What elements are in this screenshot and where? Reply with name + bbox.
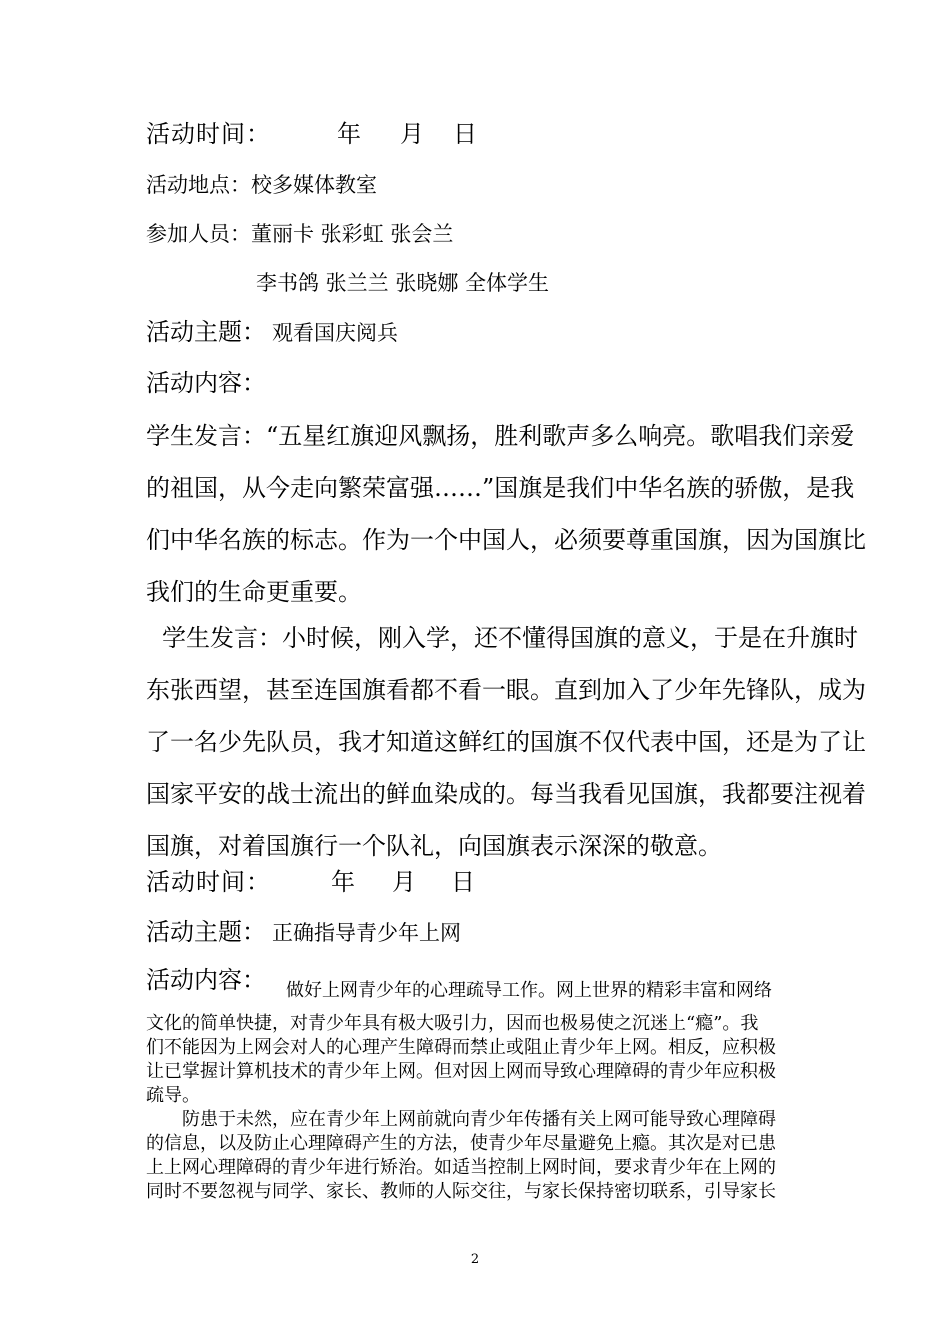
activity2-content-first: 做好上网青少年的心理疏导工作。网上世界的精彩丰富和网络 [286, 980, 772, 1001]
speech2-line: 东张西望，甚至连国旗看都不看一眼。直到加入了少年先锋队，成为 [146, 676, 866, 704]
para1-line: 们不能因为上网会对人的心理产生障碍而禁止或阻止青少年上网。相反，应积极 [146, 1037, 776, 1058]
para2-line: 的信息，以及防止心理障碍产生的方法，使青少年尽量避免上瘾。其次是对已患 [146, 1133, 776, 1154]
activity1-time-month: 月 [400, 120, 425, 148]
activity2-time-label: 活动时间： [146, 868, 271, 896]
activity2-content-label: 活动内容： [146, 966, 266, 994]
activity2-content-row [146, 966, 772, 1001]
page-number: 2 [470, 1252, 480, 1267]
activity1-theme-value: 观看国庆阅兵 [272, 321, 398, 345]
activity2-theme-value: 正确指导青少年上网 [272, 921, 461, 945]
activity2-time-month: 月 [392, 868, 417, 896]
activity1-content-label: 活动内容： [146, 369, 266, 397]
activity1-time-label: 活动时间： [146, 120, 271, 148]
activity1-speech2 [146, 612, 866, 872]
activity1-speech1 [146, 410, 866, 618]
activity2-time-year: 年 [331, 868, 356, 896]
activity1-participants-2: 李书鸽 张兰兰 张晓娜 全体学生 [256, 271, 550, 295]
para1-line: 文化的简单快捷，对青少年具有极大吸引力，因而也极易使之沉迷上“瘾”。我 [146, 1013, 759, 1034]
speech1-line: 的祖国，从今走向繁荣富强……”国旗是我们中华名族的骄傲，是我 [146, 474, 855, 502]
activity1-time-day: 日 [453, 120, 478, 148]
activity2-para2 [146, 1108, 776, 1204]
speech1-line: 学生发言：“五星红旗迎风飘扬，胜利歌声多么响亮。歌唱我们亲爱 [146, 422, 855, 450]
speech1-line: 我们的生命更重要。 [146, 578, 362, 606]
speech2-line: 国家平安的战士流出的鲜血染成的。每当我看见国旗，我都要注视着 [146, 780, 866, 808]
para2-line: 同时不要忽视与同学、家长、教师的人际交往，与家长保持密切联系，引导家长 [146, 1181, 776, 1202]
activity2-time-day: 日 [451, 868, 476, 896]
para2-line: 防患于未然，应在青少年上网前就向青少年传播有关上网可能导致心理障碍 [182, 1109, 776, 1130]
speech2-line: 学生发言：小时候，刚入学，还不懂得国旗的意义，于是在升旗时 [162, 624, 858, 652]
para2-line: 上上网心理障碍的青少年进行矫治。如适当控制上网时间，要求青少年在上网的 [146, 1157, 776, 1178]
activity1-theme-label: 活动主题： [146, 318, 266, 346]
speech1-line: 们中华名族的标志。作为一个中国人，必须要尊重国旗，因为国旗比 [146, 526, 866, 554]
speech2-line: 了一名少先队员，我才知道这鲜红的国旗不仅代表中国，还是为了让 [146, 728, 866, 756]
activity1-participants-1: 参加人员：董丽卡 张彩虹 张会兰 [146, 222, 454, 246]
activity2-time-row [146, 870, 476, 894]
speech2-line: 国旗，对着国旗行一个队礼，向国旗表示深深的敬意。 [146, 832, 722, 860]
activity1-time-year: 年 [337, 120, 362, 148]
para1-line: 让已掌握计算机技术的青少年上网。但对因上网而导致心理障碍的青少年应积极 [146, 1061, 776, 1082]
activity1-place: 活动地点：校多媒体教室 [146, 173, 377, 197]
activity2-para1 [146, 1012, 776, 1108]
activity1-theme-row [146, 320, 398, 344]
activity2-theme-label: 活动主题： [146, 918, 266, 946]
activity1-time-row [146, 122, 478, 146]
para1-line: 疏导。 [146, 1085, 200, 1106]
activity2-theme-row [146, 920, 461, 944]
